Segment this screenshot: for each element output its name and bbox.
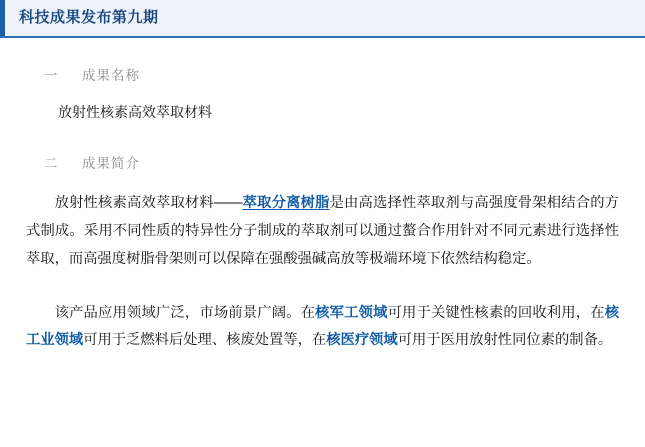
paragraph-text-segment: 可用于关键性核素的回收利用，在 [387, 304, 605, 321]
keyword-extraction-resin: 萃取分离树脂 [242, 194, 330, 211]
keyword-military-nuclear-field: 核军工领域 [315, 304, 388, 321]
section-number: 一 [44, 68, 59, 83]
paragraph-text-segment: 是由高选择性萃取剂与高强度骨架相结合的方式制成。采用不同性质的特异性分子制成的萃取剂可以通过螯合作用针对不同元素进行选择性萃取，而高强度树脂骨架则可以保障在强酸强碱高放等极端环境下依然结构稳定。 [26, 194, 620, 267]
document-header [0, 0, 645, 36]
paragraph-text-segment: 可用于医用放射性同位素的制备。 [397, 332, 613, 349]
header-divider [0, 36, 645, 38]
paragraph-text-segment: 放射性核素高效萃取材料—— [54, 194, 243, 211]
keyword-nuclear-medical-field: 核医疗领域 [326, 332, 398, 349]
section-heading-intro [44, 152, 619, 172]
keyword-nuclear-industry-field: 核工业领域 [26, 304, 620, 349]
section-label: 成果简介 [82, 155, 140, 171]
document-content [0, 64, 645, 355]
paragraph-material-description [26, 190, 619, 274]
section-number: 二 [44, 155, 59, 171]
section-label: 成果名称 [82, 68, 140, 83]
page-title: 科技成果发布第九期 [19, 9, 159, 26]
paragraph-text-segment: 可用于乏燃料后处理、核废处置等，在 [83, 332, 327, 349]
paragraph-text-segment: 该产品应用领域广泛，市场前景广阔。在 [54, 304, 316, 321]
section-heading-name [44, 64, 619, 84]
paragraph-application-fields [26, 300, 619, 356]
achievement-name-value: 放射性核素高效萃取材料 [58, 104, 212, 120]
